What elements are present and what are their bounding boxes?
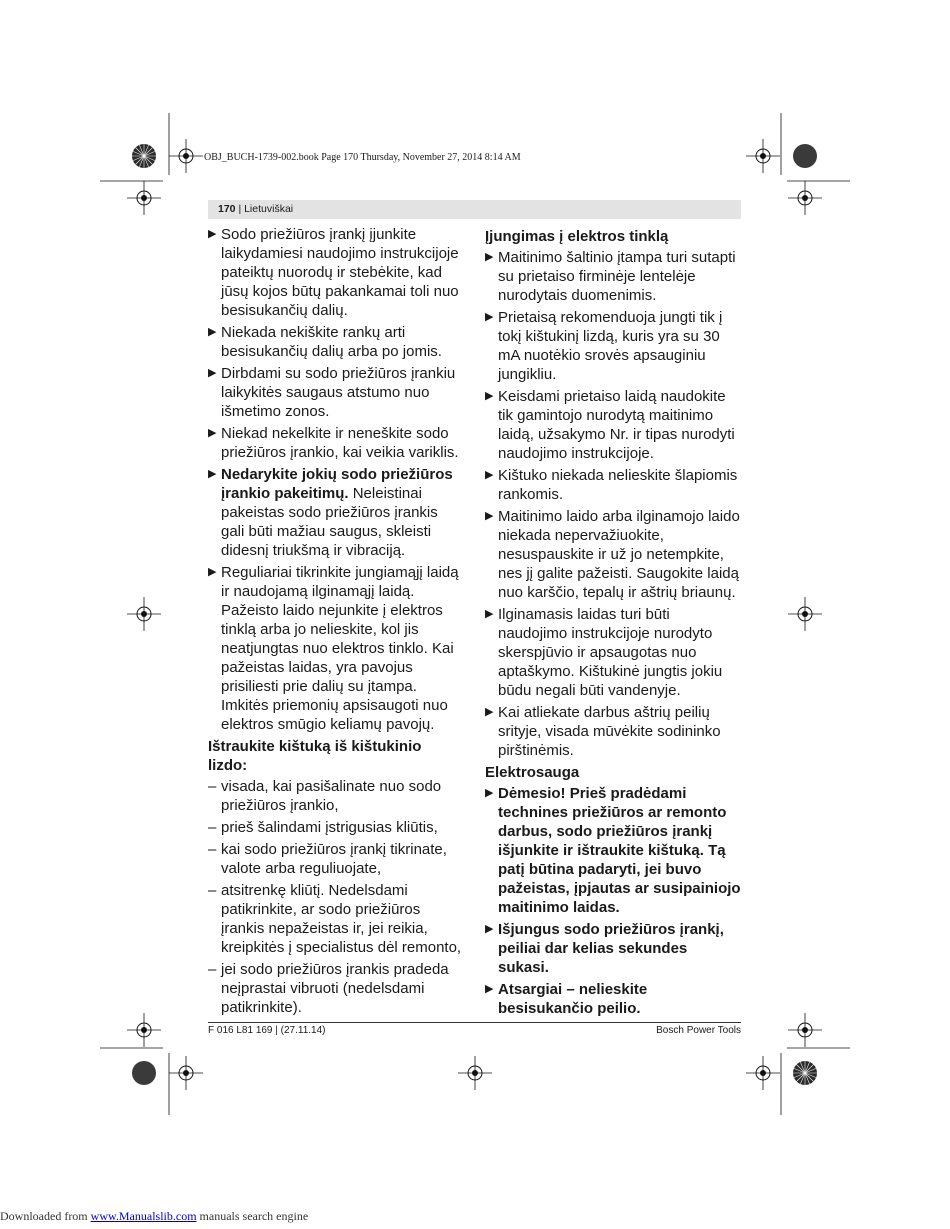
bullet-triangle-icon: ▶ [485, 923, 494, 935]
bullet-triangle-icon: ▶ [485, 390, 494, 402]
page-number: 170 [218, 203, 236, 215]
bullet-triangle-icon: ▶ [485, 311, 494, 323]
list-item: ▶ Niekad nekelkite ir neneškite sodo priežiūros įrankio, kai veikia variklis. [208, 425, 459, 461]
bullet-triangle-icon: ▶ [208, 566, 217, 578]
list-item: ▶ Atsargiai – nelieskite besisukančio peilio. [485, 981, 648, 1017]
list-item: ▶ Maitinimo laido arba ilginamojo laido niekada nepervažiuokite, nesuspauskite ir už jo netempkite, nes jį galite pažeisti. Saugokite laidą nuo karščio, tepalų ir aštrių briaunų. [485, 508, 740, 601]
list-item: – atsitrenkę kliūtį. Nedelsdami patikrinkite, ar sodo priežiūros įrankis nepažeistas ir, jei reikia, kreipkitės į specialistus dėl remonto, [208, 882, 462, 956]
header-separator: | [235, 203, 245, 215]
bullet-triangle-icon: ▶ [485, 706, 494, 718]
section-heading: Įjungimas į elektros tinklą [485, 228, 669, 245]
list-item: – kai sodo priežiūros įrankį tikrinate, valote arba reguliuojate, [208, 841, 447, 877]
section-heading: Ištraukite kištuką iš kištukinio lizdo: [208, 738, 422, 774]
bullet-triangle-icon: ▶ [485, 983, 494, 995]
dash-marker: – [208, 961, 217, 978]
list-item: ▶ Keisdami prietaiso laidą naudokite tik gamintojo nurodytą maitinimo laidą, užsakymo Nr. ir tipas nurodyti naudojimo instrukcijoje. [485, 388, 735, 462]
section-heading: Elektrosauga [485, 764, 580, 781]
list-item: ▶ Maitinimo šaltinio įtampa turi sutapti su prietaiso firminėje lentelėje nurodytais duomenimis. [485, 249, 736, 304]
bullet-triangle-icon: ▶ [485, 608, 494, 620]
header-language: Lietuviškai [244, 203, 294, 215]
right-column [485, 225, 741, 1021]
list-item: ▶ Ilginamasis laidas turi būti naudojimo instrukcijoje nurodyto skerspjūvio ir apsaugotas nuo aptaškymo. Kištukinė jungtis jokiu būdu negali būti vandenyje. [485, 606, 723, 699]
dash-marker: – [208, 841, 217, 858]
bullet-triangle-icon: ▶ [485, 787, 494, 799]
download-notice: Downloaded from www.Manualslib.com manuals search engine [0, 1209, 309, 1223]
bullet-triangle-icon: ▶ [485, 251, 494, 263]
footer-rule [208, 1022, 741, 1023]
list-item: – jei sodo priežiūros įrankis pradeda neįprastai vibruoti (nedelsdami patikrinkite). [208, 961, 449, 1016]
bullet-triangle-icon: ▶ [208, 427, 217, 439]
list-item: – prieš šalindami įstrigusias kliūtis, [208, 819, 438, 836]
list-item: ▶ Sodo priežiūros įrankį įjunkite laikydamiesi naudojimo instrukcijoje pateiktų nuorodų ir stebėkite, kad jūsų kojos būtų pakankamai toli nuo besisukančių dalių. [208, 226, 459, 319]
dash-marker: – [208, 819, 217, 836]
manualslib-link[interactable]: www.Manualslib.com [90, 1209, 197, 1223]
list-item: ▶ Dėmesio! Prieš pradėdami technines priežiūros ar remonto darbus, sodo priežiūros įrankį išjunkite ir ištraukite kištuką. Tą patį būtina padaryti, jei buvo pažeistas, įpjautas ar susipainiojo maitinimo laidas. [485, 785, 741, 916]
list-item: ▶ Reguliariai tikrinkite jungiamąjį laidą ir naudojamą ilginamąjį laidą. Pažeisto laido nejunkite į elektros tinklą arba jo nelieskite, kol jis neatjungtas nuo elektros tinklo. Kai pažeistas laidas, yra pavojus prisiliesti prie dalių su įtampa. Imkitės priemonių apsisaugoti nuo elektros smūgio keliamų pavojų. [208, 564, 459, 733]
page-header [218, 203, 293, 215]
list-item: ▶ Nedarykite jokių sodo priežiūros įrankio pakeitimų. Neleistinai pakeistas sodo priežiūros įrankis gali būti mažiau saugus, skleisti didesnį triukšmą ir vibraciją. [208, 466, 453, 559]
bullet-triangle-icon: ▶ [208, 228, 217, 240]
bullet-triangle-icon: ▶ [208, 367, 217, 379]
list-item: ▶ Kištuko niekada nelieskite šlapiomis rankomis. [485, 467, 738, 503]
bullet-triangle-icon: ▶ [485, 469, 494, 481]
bullet-triangle-icon: ▶ [208, 326, 217, 338]
list-item: ▶ Išjungus sodo priežiūros įrankį, peiliai dar kelias sekundes sukasi. [485, 921, 724, 976]
bullet-triangle-icon: ▶ [208, 468, 217, 480]
print-slug: OBJ_BUCH-1739-002.book Page 170 Thursday, November 27, 2014 8:14 AM [204, 152, 521, 163]
footer-brand: Bosch Power Tools [656, 1025, 741, 1036]
list-item: ▶ Kai atliekate darbus aštrių peilių srityje, visada mūvėkite sodininko pirštinėmis. [485, 704, 721, 759]
list-item: ▶ Niekada nekiškite rankų arti besisukančių dalių arba po jomis. [208, 324, 442, 360]
list-item: – visada, kai pasišalinate nuo sodo priežiūros įrankio, [208, 778, 442, 814]
footer-document-code: F 016 L81 169 | (27.11.14) [208, 1025, 326, 1036]
dash-marker: – [208, 882, 217, 899]
list-item: ▶ Prietaisą rekomenduoja jungti tik į tokį kištukinį lizdą, kuris yra su 30 mA nuotėkio srovės apsauginiu jungikliu. [485, 309, 723, 383]
dash-marker: – [208, 778, 217, 795]
bullet-triangle-icon: ▶ [485, 510, 494, 522]
list-item: ▶ Dirbdami su sodo priežiūros įrankiu laikykitės saugaus atstumo nuo išmetimo zonos. [208, 365, 456, 420]
left-column [208, 225, 464, 1020]
